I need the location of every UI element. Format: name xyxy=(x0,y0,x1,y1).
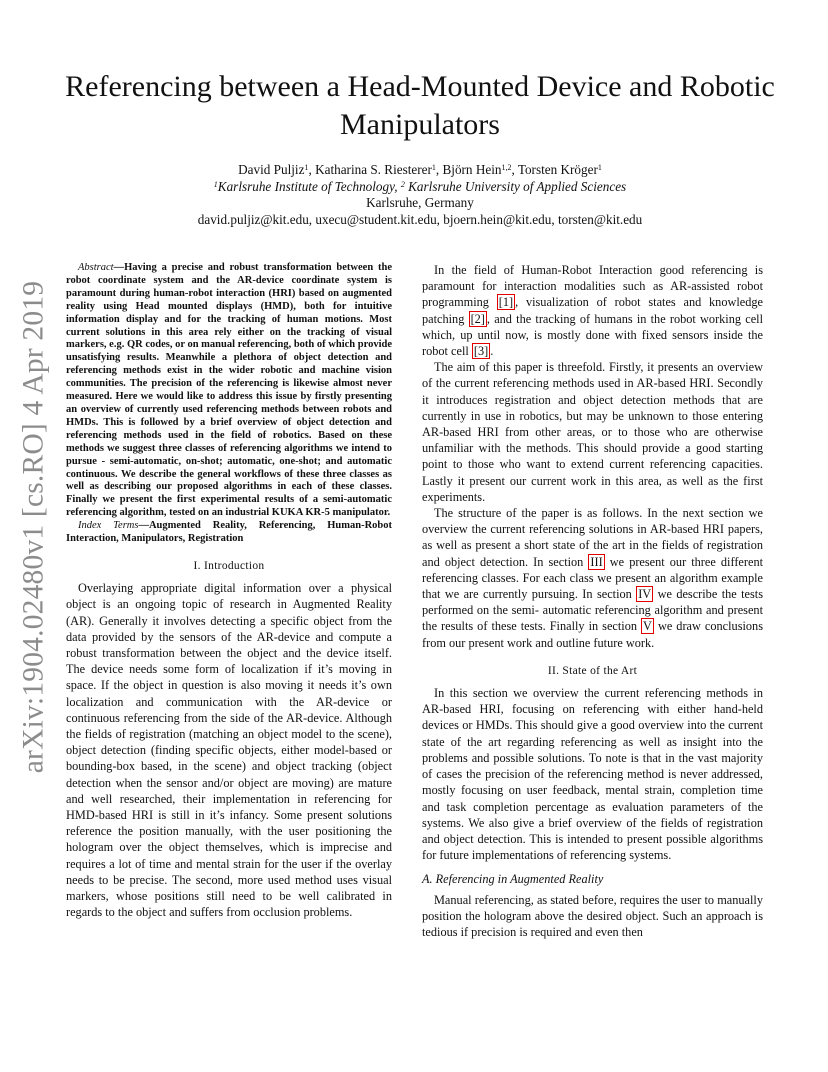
author-names: David Puljiz$^1$, Katharina S. Riesterer$^1$, Björn Hein$^{1,2}$, Torsten Kröger$^1$ xyxy=(238,162,602,177)
paragraph-text: , visualization of robot states and knowledge patching xyxy=(422,295,763,326)
index-terms-text: —Augmented Reality, Referencing, Human-Robot Interaction, Manipulators, Registration xyxy=(66,520,392,545)
paragraph-text: In the field of Human-Robot Interaction good referencing is paramount for interaction modalities such as AR-assisted robot programming xyxy=(422,263,763,310)
section-link[interactable]: V xyxy=(643,619,652,634)
author-affiliation-mark: 1,2 xyxy=(501,163,512,172)
paragraph-text: we describe the tests performed on the semi- automatic referencing algorithm and present the results of these tests. Finally in section xyxy=(422,587,763,634)
affiliation-mark: 1 xyxy=(213,179,218,189)
arxiv-identifier-stamp xyxy=(14,280,54,774)
index-terms xyxy=(66,520,392,546)
intro-paragraph-2 xyxy=(422,262,763,359)
author-location: Karlsruhe, Germany xyxy=(366,195,474,210)
paragraph-text: . xyxy=(490,344,494,359)
paragraph-text: we draw conclusions from our present work and outline future work. xyxy=(422,619,763,650)
section-link[interactable]: III xyxy=(590,554,603,569)
affiliation-mark: 2 xyxy=(400,179,405,189)
section-heading-state-of-the-art: II. State of the Art xyxy=(547,664,638,677)
author-affiliation-mark: 1 xyxy=(431,163,436,172)
intro-paragraph-3: The aim of this paper is threefold. Firstly, it presents an overview of the current referencing methods used in AR-based HRI. Secondly it introduces registration and object detection methods that are currently in use in robotics, but may be unknown to those entering AR-based HRI from other areas, or to those who are otherwise unfamiliar with the methods. This should provide a good starting point to those who want to extend current referencing capacities. Lastly it present our current work in this area, as well as the first experiments. xyxy=(422,360,763,504)
author-name: Torsten Kröger xyxy=(517,162,598,177)
abstract-label: Abstract xyxy=(78,262,114,273)
author-block xyxy=(60,162,780,228)
citation-link[interactable]: [1] xyxy=(498,295,514,310)
author-affiliation-mark: 1 xyxy=(597,163,602,172)
right-column xyxy=(422,262,763,940)
index-terms-label: Index Terms xyxy=(78,520,139,532)
paper-title: Referencing between a Head-Mounted Device and Robotic Manipulators xyxy=(65,70,775,141)
intro-paragraph-1: Overlaying appropriate digital information over a physical object is an ongoing topic of research in Augmented Reality (AR). Generally it involves detecting a specific object from the data provided by the sensors of the AR-device and compute a robust transformation between the object and the device itself. The device needs some form of localization if it’s moving in space. If the object in question is also moving it needs it’s own localization and communication with the AR-device or continuous referencing from the side of the AR-device. Although the fields of registration (matching an object model to the scene), object detection (finding specific objects, either model-based or bounding-box based, in the scene) and object tracking (object detection when the sensor and/or object are moving) are mature and well researched, their implementation in referencing for HMD-based HRI is still in it’s infancy. Some present solutions reference the position manually, with the user positioning the hologram over the object themselves, which is imprecise and requires a lot of time and mental strain for the user if the overlay needs to be precise. The second, more used method uses visual markers, whose positions still need to be well calibrated in regards to the object and suffers from occlusion problems. xyxy=(66,581,392,920)
section-link[interactable]: IV xyxy=(638,587,652,602)
arxiv-identifier-text: arXiv:1904.02480v1 [cs.RO] 4 Apr 2019 xyxy=(17,280,50,774)
subsection-heading-referencing-ar: A. Referencing in Augmented Reality xyxy=(422,872,604,887)
author-name: David Puljiz xyxy=(238,162,305,177)
citation-link[interactable]: [3] xyxy=(473,344,489,359)
left-column xyxy=(66,262,392,920)
paragraph-text: , and the tracking of humans in the robot working cell which, up until now, is mostly done with fixed sensors inside the robot cell xyxy=(422,311,763,359)
paragraph-text: we present our three different referencing classes. For each class we present an algorithm example that we are currently pursuing. In section xyxy=(422,554,764,602)
paragraph-text: The structure of the paper is as follows. In the next section we overview the current referencing solutions in AR-based HRI papers, as well as present a short state of the art in the fields of registration and object detection. In section xyxy=(422,506,763,569)
affiliation-2: Karlsruhe University of Applied Sciences xyxy=(408,178,627,194)
affiliation-1: Karlsruhe Institute of Technology, xyxy=(217,178,398,194)
author-name: Katharina S. Riesterer xyxy=(315,162,432,177)
sota-paragraph-1: In this section we overview the current referencing methods in AR-based HRI, focusing on referencing with either hand-held devices or HMDs. This should give a good overview into the current state of the art regarding referencing as well as insight into the problems and possible solutions. To note is that in the vast majority of cases the precision of the referencing method is never addressed, mostly focusing on user feedback, mental strain, completion time and task completion percentage as evaluation parameters of the systems. We also give a brief overview of the fields of registration and object detection. This is intended to present possible algorithms for future implementations of referencing systems. xyxy=(422,686,763,863)
affiliations xyxy=(60,179,780,196)
author-name: Björn Hein xyxy=(442,162,502,177)
section-heading-introduction: I. Introduction xyxy=(193,559,265,572)
citation-link[interactable]: [2] xyxy=(470,311,485,326)
author-emails: david.puljiz@kit.edu, uxecu@student.kit.edu, bjoern.hein@kit.edu, torsten@kit.edu xyxy=(197,211,643,227)
intro-paragraph-4 xyxy=(422,505,763,651)
abstract xyxy=(66,262,392,520)
author-affiliation-mark: 1 xyxy=(304,163,309,172)
sota-paragraph-2: Manual referencing, as stated before, requires the user to manually position the hologram above the desired object. Such an approach is tedious if precision is required and even then xyxy=(422,892,763,939)
abstract-text: —Having a precise and robust transformation between the robot coordinate system and the AR-device coordinate system is paramount during human-robot interaction (HRI) based on augmented reality using Head mounted displays (HMD), both for intuitive information display and for the tracking of human motions. Most current solutions in this area rely either on the tracking of visual markers, e.g. QR codes, or on manual referencing, both of which provide unsatisfying results. Meanwhile a plethora of object detection and referencing methods exist in the wider robotic and machine vision communities. The precision of the referencing is likewise almost never measured. Here we would like to address this issue by firstly presenting an overview of currently used referencing methods between robots and HMDs. This is followed by a brief overview of object detection and referencing methods used in the field of robotics. Based on these methods we suggest three classes of referencing algorithms we intend to pursue - semi-automatic, on-shot; automatic, one-shot; and automatic continuous. We describe the general workflows of these three classes as well as describing our proposed algorithms in each of these classes. Finally we present the first experimental results of a semi-automatic referencing algorithm, tested on an industrial KUKA KR-5 manipulator. xyxy=(66,262,392,519)
